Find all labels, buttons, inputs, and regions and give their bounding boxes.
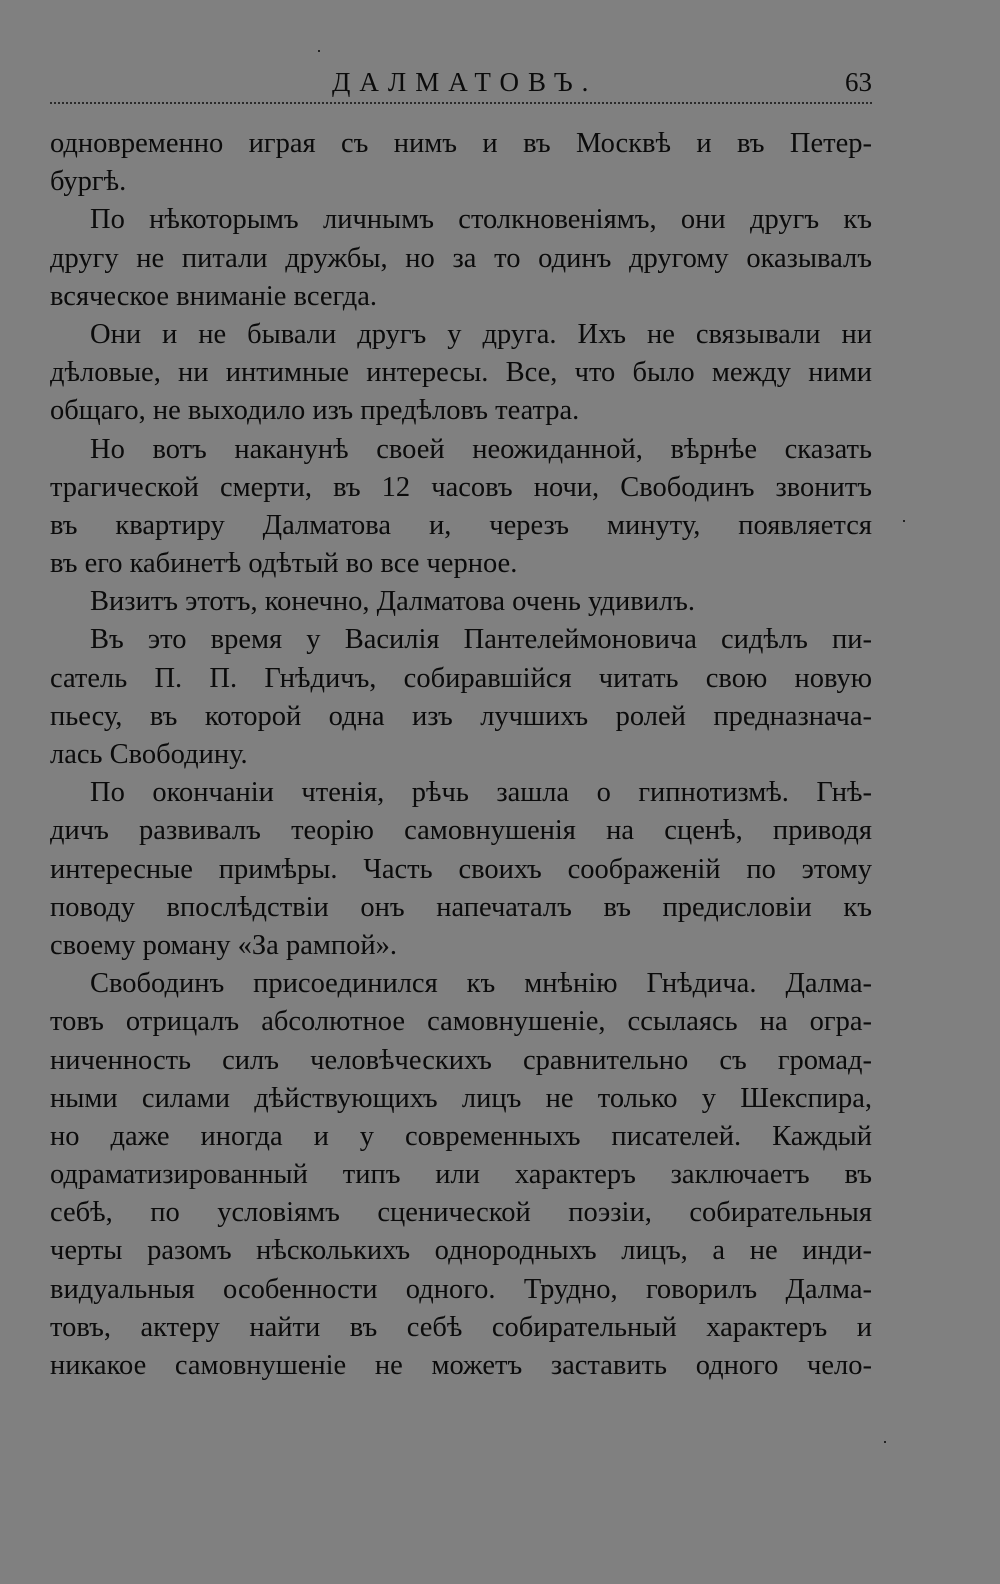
print-speck: [318, 50, 320, 52]
text-line: другу не питали дружбы, но за то одинъ другому оказывалъ: [50, 242, 872, 274]
text-line: но даже иногда и у современныхъ писателей. Каждый: [50, 1120, 872, 1152]
page-number: 63: [845, 67, 872, 97]
text-line: товъ отрицалъ абсолютное самовнушеніе, ссылаясь на огра-: [50, 1006, 872, 1038]
text-line: одновременно играя съ нимъ и въ Москвѣ и въ Петер-: [50, 128, 872, 159]
text-line: видуальныя особенности одного. Трудно, говорилъ Далма-: [50, 1273, 872, 1305]
text-line: интересные примѣры. Часть своихъ соображеній по этому: [50, 853, 872, 885]
text-line: въ его кабинетѣ одѣтый во все черное.: [50, 548, 518, 580]
text-line: Визитъ этотъ, конечно, Далматова очень удивилъ.: [90, 586, 696, 618]
print-speck: [884, 1441, 886, 1443]
text-line: лась Свободину.: [50, 739, 248, 770]
running-title: ДАЛМАТОВЪ.: [332, 67, 598, 97]
text-line: своему роману «За рампой».: [50, 929, 398, 961]
text-line: ными силами дѣйствующихъ лицъ не только у Шекспира,: [50, 1082, 872, 1114]
text-line: никакое самовнушеніе не можетъ заставить одного чело-: [50, 1350, 872, 1381]
header-rule: [50, 102, 872, 104]
text-line: Но вотъ наканунѣ своей неожиданной, вѣрнѣе сказать: [90, 433, 872, 465]
text-line: ниченность силъ человѣческихъ сравнительно съ громад-: [50, 1044, 872, 1076]
print-speck: [903, 520, 905, 522]
text-line: черты разомъ нѣсколькихъ однородныхъ лицъ, а не инди-: [50, 1235, 872, 1267]
body-text: [50, 125, 872, 1385]
text-line: товъ, актеру найти въ себѣ собирательный характеръ и: [50, 1311, 872, 1343]
text-line: По окончаніи чтенія, рѣчь зашла о гипнотизмѣ. Гнѣ-: [90, 777, 872, 809]
text-line: поводу впослѣдствіи онъ напечаталъ въ предисловіи къ: [50, 891, 872, 923]
text-line: трагической смерти, въ 12 часовъ ночи, Свободинъ звонитъ: [50, 471, 872, 503]
text-line: пьесу, въ которой одна изъ лучшихъ ролей предназнача-: [50, 700, 872, 732]
text-line: общаго, не выходило изъ предѣловъ театра.: [50, 395, 580, 427]
text-line: Въ это время у Василія Пантелеймоновича сидѣлъ пи-: [90, 624, 872, 656]
text-line: себѣ, по условіямъ сценической поэзіи, собирательныя: [50, 1197, 872, 1229]
text-line: всяческое вниманіе всегда.: [50, 280, 378, 312]
text-line: бургѣ.: [50, 166, 127, 198]
text-line: сатель П. П. Гнѣдичъ, собиравшійся читать свою новую: [50, 662, 872, 694]
text-line: въ квартиру Далматова и, черезъ минуту, появляется: [50, 509, 872, 541]
text-line: дѣловые, ни интимные интересы. Все, что было между ними: [50, 357, 872, 389]
text-line: Свободинъ присоединился къ мнѣнію Гнѣдича. Далма-: [90, 968, 872, 1000]
text-line: Они и не бывали другъ у друга. Ихъ не связывали ни: [90, 318, 872, 350]
text-line: дичъ развивалъ теорію самовнушенія на сценѣ, приводя: [50, 815, 872, 847]
text-line: По нѣкоторымъ личнымъ столкновеніямъ, они другъ къ: [90, 204, 872, 236]
page-header: [50, 62, 872, 102]
text-line: одраматизированный типъ или характеръ заключаетъ въ: [50, 1159, 872, 1191]
